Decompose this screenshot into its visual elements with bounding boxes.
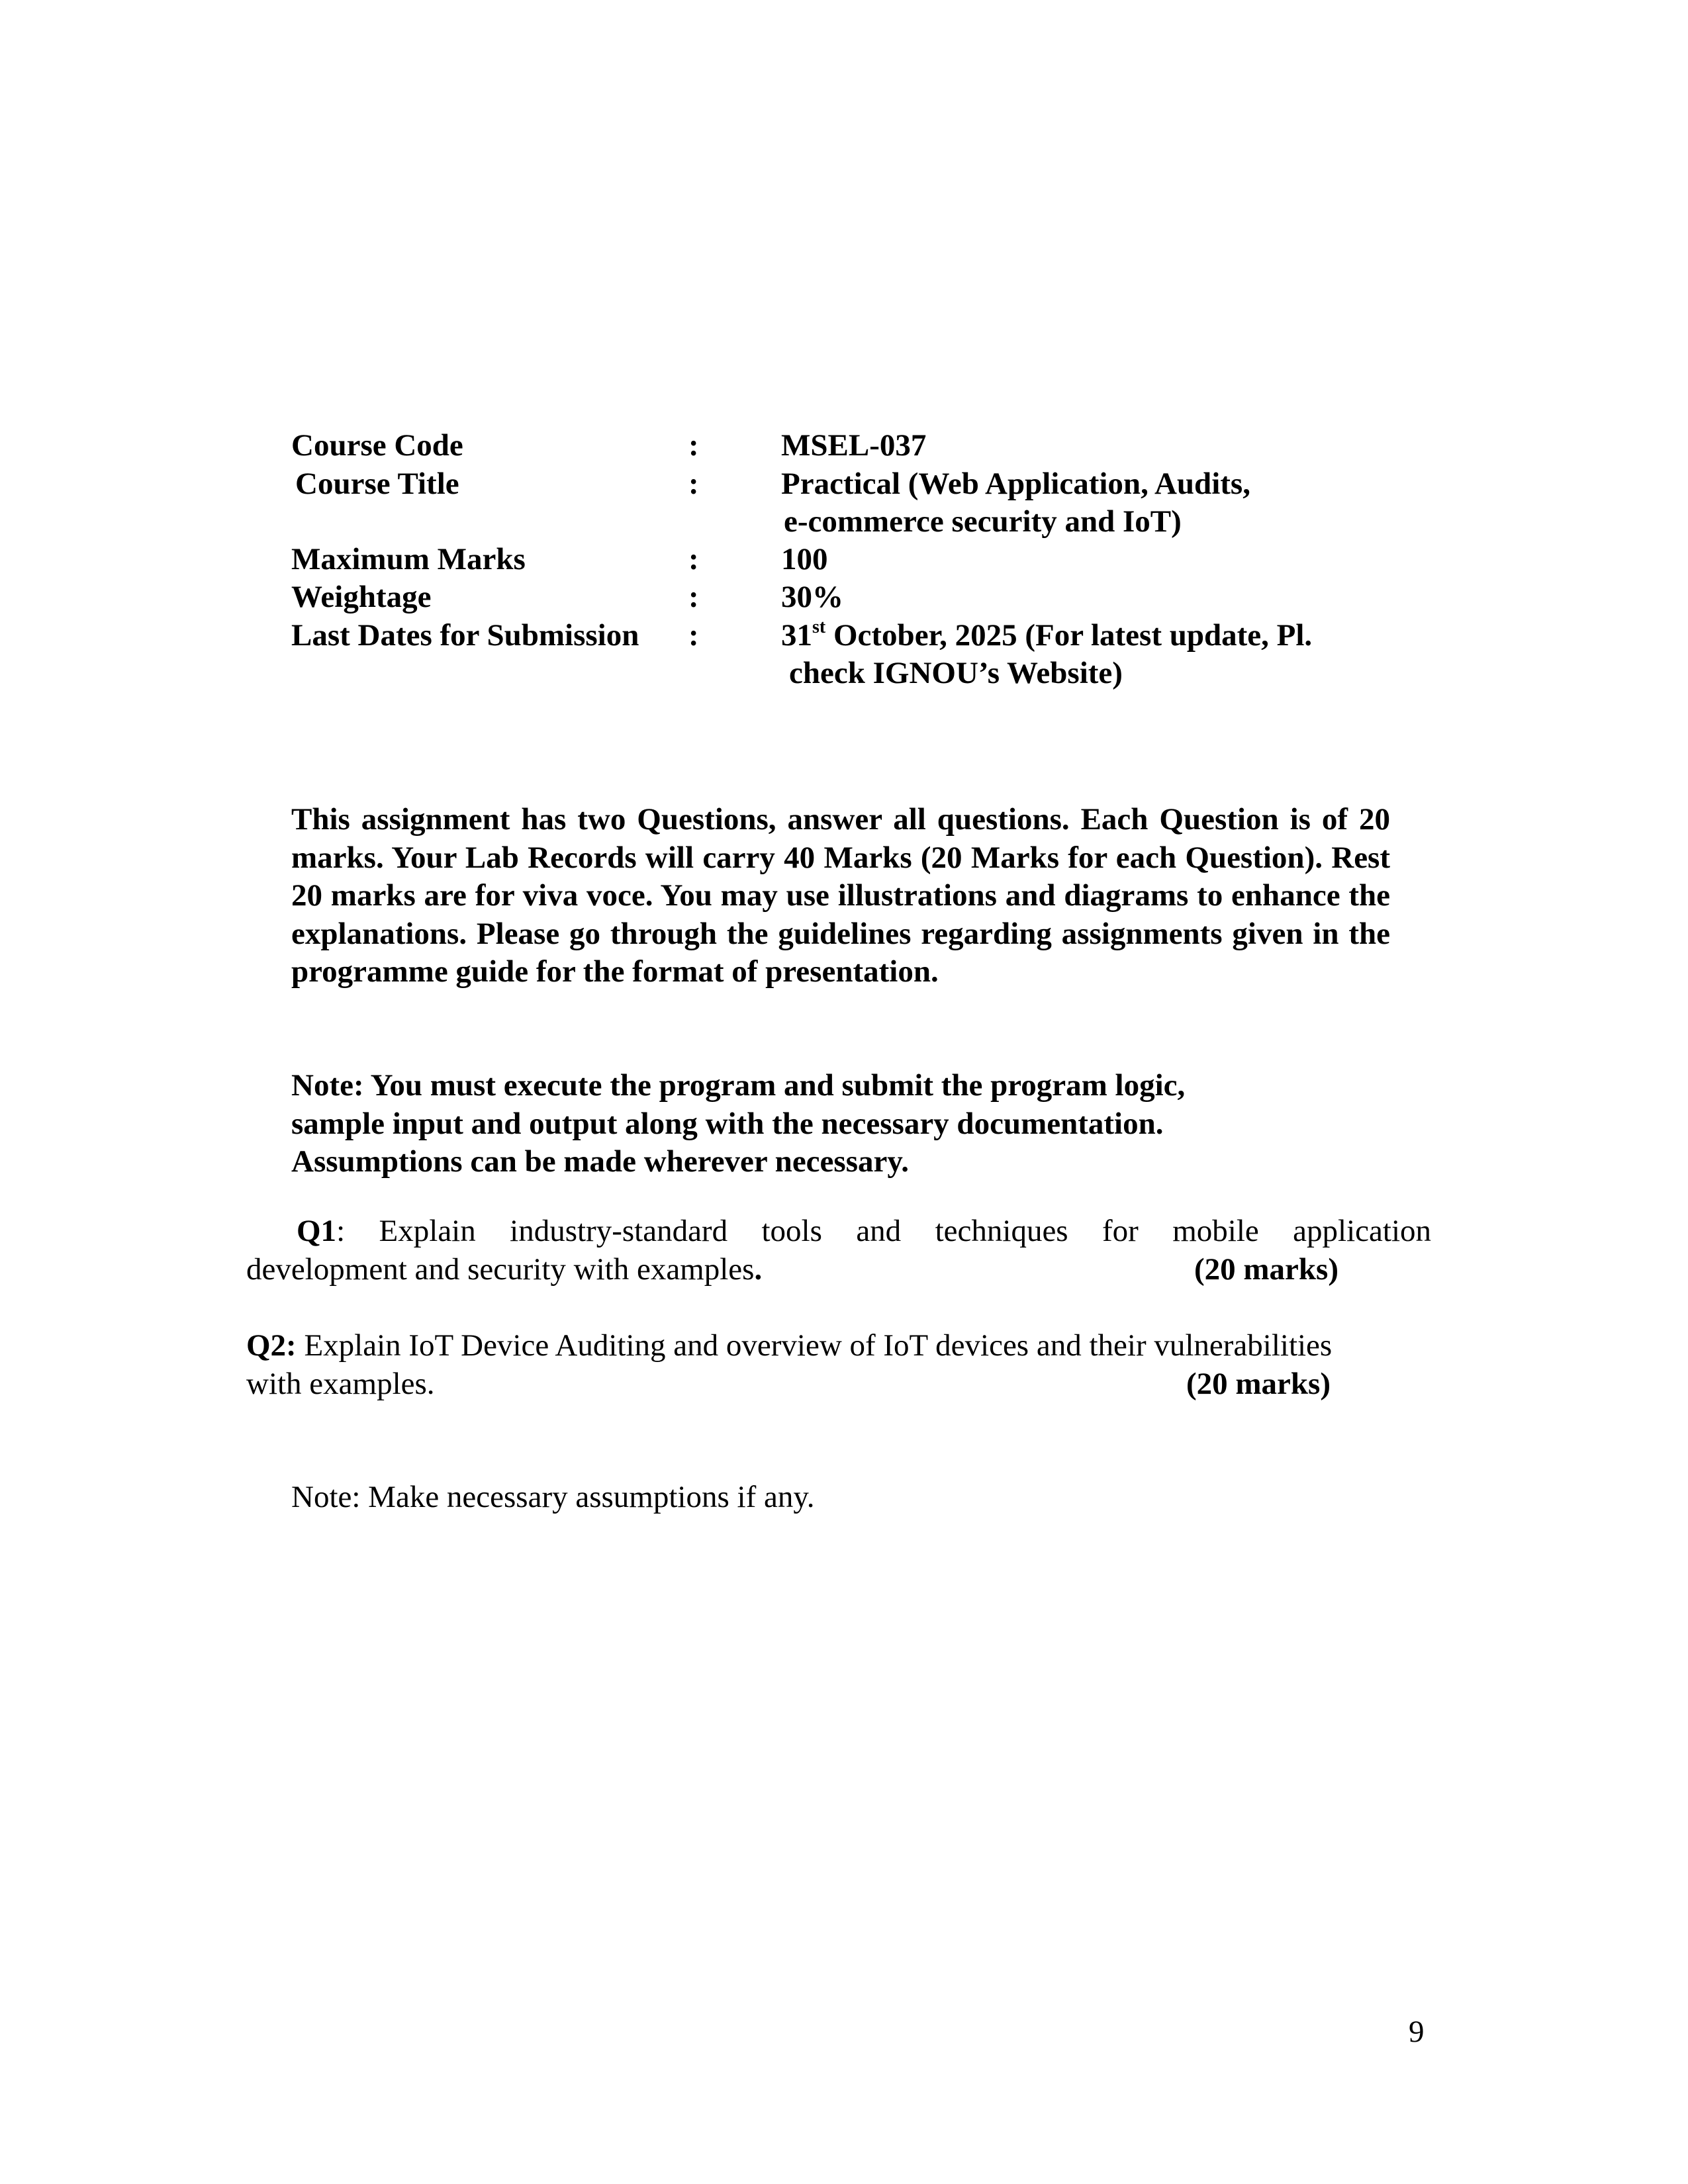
execution-note-line-1: Note: You must execute the program and submit the program logic,	[291, 1068, 1186, 1103]
submission-colon: :	[688, 618, 699, 653]
execution-note	[291, 1067, 1456, 1181]
course-title-colon: :	[688, 467, 699, 501]
weightage-label: Weightage	[291, 580, 432, 614]
question-2-line-1	[246, 1327, 1431, 1365]
maximum-marks-value: 100	[781, 542, 828, 576]
weightage-value: 30%	[781, 580, 843, 614]
weightage-row	[291, 578, 1417, 616]
question-1-separator: :	[336, 1214, 346, 1248]
course-code-label: Course Code	[291, 428, 463, 463]
submission-date-rest: October, 2025 (For latest update, Pl.	[825, 618, 1313, 653]
course-code-colon: :	[688, 428, 699, 463]
question-1-text: Explain industry-standard tools and techniques for mobile application	[379, 1214, 1431, 1248]
question-2	[246, 1327, 1431, 1403]
submission-day: 31	[781, 618, 812, 653]
question-1-line-1	[246, 1212, 1431, 1251]
submission-value-continued: check IGNOU’s Website)	[789, 656, 1123, 690]
assignment-instructions: This assignment has two Questions, answer all questions. Each Question is of 20 marks. Your Lab Records will carry 40 Marks (20 Marks for each Question). Rest 20 marks are for viva voce. You may use illustrations and diagrams to enhance the explanations. Please go through the guidelines regarding assignments given in the programme guide for the format of presentation.	[291, 802, 1390, 989]
course-code-value: MSEL-037	[781, 428, 927, 463]
execution-note-line-3: Assumptions can be made wherever necessary.	[291, 1144, 910, 1179]
question-2-text-continued: with examples.	[246, 1366, 435, 1401]
execution-note-line-2: sample input and output along with the necessary documentation.	[291, 1106, 1164, 1141]
weightage-colon: :	[688, 580, 699, 614]
maximum-marks-row	[291, 540, 1417, 578]
submission-row	[291, 616, 1417, 655]
question-1-text-continued: development and security with examples	[246, 1251, 755, 1287]
submission-value	[781, 616, 1312, 655]
course-title-row	[291, 465, 1417, 503]
question-2-line-2	[246, 1365, 1431, 1404]
question-1-line-2	[246, 1251, 1431, 1289]
maximum-marks-label: Maximum Marks	[291, 542, 526, 576]
course-title-label: Course Title	[295, 467, 459, 501]
maximum-marks-colon: :	[688, 542, 699, 576]
course-code-row	[291, 426, 1417, 465]
question-1-period: .	[754, 1251, 763, 1287]
question-2-number: Q2:	[246, 1328, 297, 1363]
submission-day-suffix: st	[812, 617, 826, 638]
question-1-marks: (20 marks)	[1194, 1251, 1338, 1287]
question-2-text: Explain IoT Device Auditing and overview of IoT devices and their vulnerabilities	[304, 1328, 1333, 1363]
course-title-value: Practical (Web Application, Audits,	[781, 467, 1250, 501]
page-number: 9	[1409, 2015, 1425, 2049]
course-title-value-continued: e-commerce security and IoT)	[784, 504, 1182, 539]
submission-label: Last Dates for Submission	[291, 618, 639, 653]
question-1	[246, 1212, 1431, 1289]
final-note: Note: Make necessary assumptions if any.	[291, 1480, 815, 1514]
question-2-marks: (20 marks)	[1186, 1366, 1331, 1401]
question-1-number: Q1	[297, 1214, 337, 1248]
